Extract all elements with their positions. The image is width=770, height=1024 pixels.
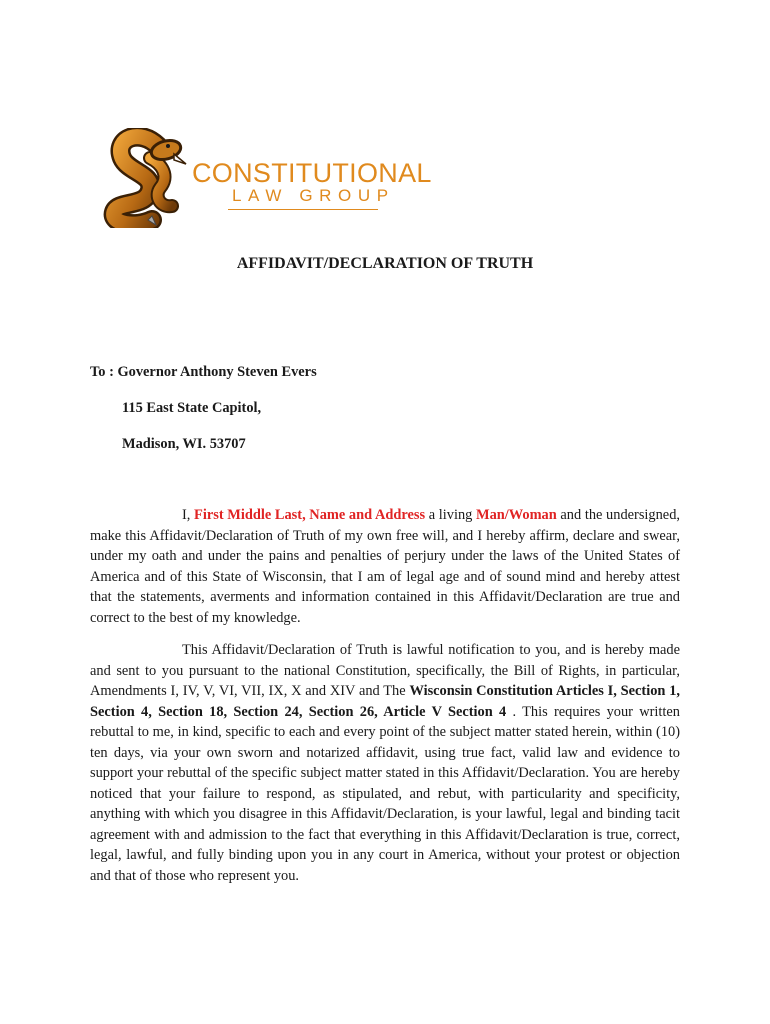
address-line-2: Madison, WI. 53707 [122,436,246,452]
paragraph-affirmation [90,505,680,628]
address-recipient: To : Governor Anthony Steven Evers [90,364,317,380]
logo-divider [228,209,378,210]
p2-text-1: This Affidavit/Declaration of Truth is lawful notification to you, and is hereby made and sent to you pursuant to the national Constitution, specifically, the Bill of Rights, in particular, Amendments I, IV, V, VI, VII, IX, X and XIV and The [90,642,680,699]
p1-text-3: and the undersigned, make this Affidavit/Declaration of Truth of my own free will, and I hereby affirm, declare and swear, under my oath and under the pains and penalties of perjury under the laws of the United States of America and of this State of Wisconsin, that I am of legal age and of sound mind and hereby attest that the statements, averments and information contained in this Affidavit/Declaration are true and correct to the best of my knowledge. [90,507,680,626]
address-line-1: 115 East State Capitol, [122,400,262,416]
man-woman-placeholder: Man/Woman [476,507,557,523]
document-title: AFFIDAVIT/DECLARATION OF TRUTH [236,255,534,272]
paragraph-notification [90,640,680,886]
constitution-articles: Wisconsin Constitution Articles I, Section 1, Section 4, Section 18, Section 24, Section 26, Article V Section 4 [90,683,680,720]
logo-wordmark-line2: LAW GROUP [232,186,395,205]
name-address-placeholder: First Middle Last, Name and Address [194,507,426,523]
logo-wordmark-line1: CONSTITUTIONAL [192,158,432,188]
p1-text-2: a living [425,507,476,523]
p2-text-2: . This requires your written rebuttal to me, in kind, specific to each and every point of the subject matter stated herein, within (10) ten days, via your own sworn and notarized affidavit, using true fact, valid law and evidence to support your rebuttal of the specific subject matter stated in this Affidavit/Declaration. You are hereby noticed that your failure to respond, as stipulated, and rebut, with particularity and specificity, anything with which you disagree in this Affidavit/Declaration, is your lawful, legal and binding tacit agreement with and admission to the fact that everything in this Affidavit/Declaration is true, correct, legal, lawful, and fully binding upon you in any court in America, without your protest or objection and that of those who represent you. [90,703,680,884]
p1-text-1: I, [182,507,195,523]
